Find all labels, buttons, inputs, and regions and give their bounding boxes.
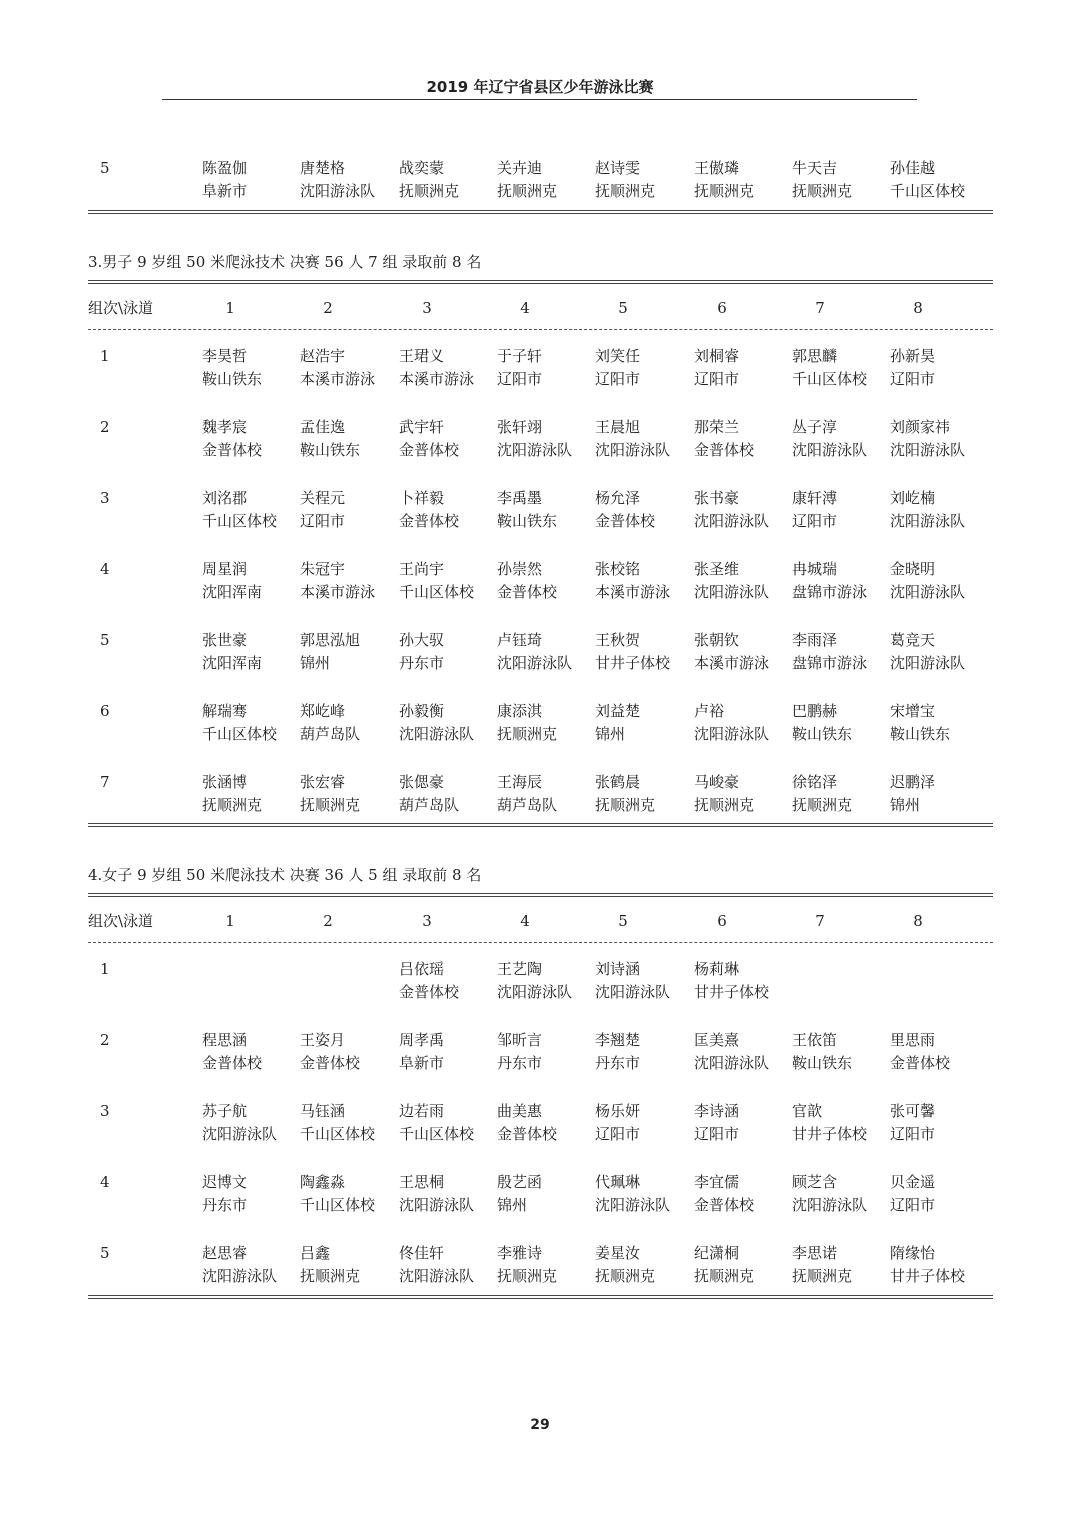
lane-number: 6 (717, 912, 727, 930)
swimmer-team: 鞍山铁东 (497, 512, 558, 530)
swimmer-team: 金普体校 (399, 512, 460, 530)
swimmer-team: 抚顺洲克 (694, 1267, 755, 1285)
swimmer-team: 丹东市 (595, 1054, 641, 1072)
swimmer-team: 辽阳市 (595, 370, 641, 388)
swimmer-team: 葫芦岛队 (300, 725, 361, 743)
swimmer-team: 沈阳浑南 (202, 654, 263, 672)
swimmer-name: 刘笑任 (595, 347, 641, 365)
swimmer-team: 沈阳游泳队 (890, 654, 966, 672)
swimmer-name: 张校铭 (595, 560, 641, 578)
swimmer-team: 沈阳游泳队 (202, 1267, 278, 1285)
swimmer-name: 关程元 (300, 489, 346, 507)
swimmer-team: 甘井子体校 (694, 983, 770, 1001)
swimmer-team: 沈阳游泳队 (694, 725, 770, 743)
swimmer-team: 抚顺洲克 (694, 796, 755, 814)
swimmer-team: 金普体校 (595, 512, 656, 530)
swimmer-team: 金普体校 (890, 1054, 951, 1072)
lane-number: 5 (618, 299, 628, 317)
swimmer-team: 沈阳浑南 (202, 583, 263, 601)
group-number: 7 (100, 773, 110, 791)
swimmer-name: 孙新昊 (890, 347, 936, 365)
swimmer-name: 王秋贺 (595, 631, 641, 649)
swimmer-name: 吕鑫 (300, 1244, 331, 1262)
lane-number: 5 (618, 912, 628, 930)
swimmer-team: 本溪市游泳 (595, 583, 671, 601)
group-number: 6 (100, 702, 110, 720)
swimmer-name: 金晓明 (890, 560, 936, 578)
swimmer-name: 邹昕言 (497, 1031, 543, 1049)
event-header-bottom-rule (88, 329, 993, 330)
swimmer-team: 沈阳游泳队 (202, 1125, 278, 1143)
section-divider (88, 210, 993, 214)
swimmer-team: 辽阳市 (890, 370, 936, 388)
swimmer-team: 辽阳市 (300, 512, 346, 530)
swimmer-name: 张朝钦 (694, 631, 740, 649)
swimmer-name: 李诗涵 (694, 1102, 740, 1120)
swimmer-name: 孙崇然 (497, 560, 543, 578)
swimmer-name: 孙佳越 (890, 159, 936, 177)
swimmer-team: 鞍山铁东 (792, 725, 853, 743)
swimmer-name: 卢裕 (694, 702, 725, 720)
swimmer-name: 朱冠宇 (300, 560, 346, 578)
swimmer-team: 本溪市游泳 (694, 654, 770, 672)
swimmer-name: 周孝禹 (399, 1031, 445, 1049)
swimmer-name: 康添淇 (497, 702, 543, 720)
group-number: 5 (100, 1244, 110, 1262)
swimmer-team: 沈阳游泳队 (595, 441, 671, 459)
swimmer-name: 解瑞骞 (202, 702, 248, 720)
swimmer-team: 锦州 (300, 654, 331, 672)
lane-number: 1 (225, 299, 235, 317)
swimmer-team: 沈阳游泳队 (497, 654, 573, 672)
swimmer-name: 苏子航 (202, 1102, 248, 1120)
event-title: 4.女子 9 岁组 50 米爬泳技术 决赛 36 人 5 组 录取前 8 名 (88, 866, 482, 884)
swimmer-name: 张书豪 (694, 489, 740, 507)
group-number: 1 (100, 347, 110, 365)
swimmer-team: 沈阳游泳队 (890, 512, 966, 530)
swimmer-name: 张轩翊 (497, 418, 543, 436)
swimmer-name: 陶鑫淼 (300, 1173, 346, 1191)
swimmer-name: 殷艺函 (497, 1173, 543, 1191)
swimmer-team: 抚顺洲克 (497, 725, 558, 743)
swimmer-name: 赵浩宇 (300, 347, 346, 365)
swimmer-team: 沈阳游泳队 (399, 1196, 475, 1214)
swimmer-name: 李雅诗 (497, 1244, 543, 1262)
swimmer-team: 本溪市游泳 (300, 583, 376, 601)
swimmer-name: 张鹤晨 (595, 773, 641, 791)
swimmer-team: 千山区体校 (399, 583, 475, 601)
swimmer-name: 隋缘怡 (890, 1244, 936, 1262)
swimmer-name: 唐楚格 (300, 159, 346, 177)
swimmer-name: 卜祥毅 (399, 489, 445, 507)
swimmer-team: 鞍山铁东 (300, 441, 361, 459)
swimmer-name: 吕依瑶 (399, 960, 445, 978)
swimmer-name: 曲美惠 (497, 1102, 543, 1120)
event-end-rule (88, 1295, 993, 1299)
swimmer-team: 金普体校 (694, 1196, 755, 1214)
swimmer-name: 张圣维 (694, 560, 740, 578)
swimmer-team: 鞍山铁东 (792, 1054, 853, 1072)
swimmer-team: 抚顺洲克 (300, 796, 361, 814)
swimmer-team: 抚顺洲克 (595, 182, 656, 200)
lane-number: 3 (422, 299, 432, 317)
swimmer-name: 张可馨 (890, 1102, 936, 1120)
swimmer-name: 贝金遥 (890, 1173, 936, 1191)
swimmer-team: 抚顺洲克 (399, 182, 460, 200)
swimmer-name: 孙大驭 (399, 631, 445, 649)
page-title: 2019 年辽宁省县区少年游泳比赛 (426, 78, 654, 96)
swimmer-name: 刘诗涵 (595, 960, 641, 978)
swimmer-team: 锦州 (497, 1196, 528, 1214)
swimmer-team: 辽阳市 (694, 370, 740, 388)
swimmer-name: 赵诗雯 (595, 159, 641, 177)
swimmer-team: 沈阳游泳队 (890, 583, 966, 601)
swimmer-name: 丛子淳 (792, 418, 838, 436)
group-number: 4 (100, 560, 110, 578)
swimmer-team: 沈阳游泳队 (497, 441, 573, 459)
swimmer-team: 阜新市 (202, 182, 248, 200)
swimmer-team: 抚顺洲克 (202, 796, 263, 814)
lane-number: 8 (913, 912, 923, 930)
swimmer-name: 张偲豪 (399, 773, 445, 791)
swimmer-name: 匡美熹 (694, 1031, 740, 1049)
swimmer-name: 顾芝含 (792, 1173, 838, 1191)
swimmer-team: 金普体校 (399, 983, 460, 1001)
swimmer-name: 王尚宇 (399, 560, 445, 578)
swimmer-team: 葫芦岛队 (399, 796, 460, 814)
swimmer-team: 辽阳市 (890, 1125, 936, 1143)
group-number: 1 (100, 960, 110, 978)
swimmer-name: 刘屹楠 (890, 489, 936, 507)
swimmer-team: 沈阳游泳队 (399, 725, 475, 743)
swimmer-name: 孟佳逸 (300, 418, 346, 436)
swimmer-team: 锦州 (595, 725, 626, 743)
swimmer-team: 金普体校 (497, 583, 558, 601)
swimmer-name: 王傲璘 (694, 159, 740, 177)
lane-number: 8 (913, 299, 923, 317)
swimmer-team: 抚顺洲克 (792, 182, 853, 200)
swimmer-team: 丹东市 (202, 1196, 248, 1214)
lane-number: 6 (717, 299, 727, 317)
group-number: 4 (100, 1173, 110, 1191)
swimmer-team: 盘锦市游泳 (792, 654, 868, 672)
swimmer-team: 沈阳游泳队 (300, 182, 376, 200)
group-number: 3 (100, 1102, 110, 1120)
swimmer-team: 锦州 (890, 796, 921, 814)
swimmer-team: 辽阳市 (792, 512, 838, 530)
swimmer-name: 卢钰琦 (497, 631, 543, 649)
swimmer-name: 冉城瑞 (792, 560, 838, 578)
swimmer-team: 千山区体校 (202, 725, 278, 743)
swimmer-team: 抚顺洲克 (595, 796, 656, 814)
swimmer-team: 辽阳市 (890, 1196, 936, 1214)
swimmer-team: 丹东市 (399, 654, 445, 672)
swimmer-team: 甘井子体校 (890, 1267, 966, 1285)
swimmer-name: 牛天吉 (792, 159, 838, 177)
swimmer-name: 魏孝宸 (202, 418, 248, 436)
swimmer-team: 辽阳市 (694, 1125, 740, 1143)
swimmer-name: 马峻豪 (694, 773, 740, 791)
swimmer-team: 盘锦市游泳 (792, 583, 868, 601)
swimmer-name: 武宇轩 (399, 418, 445, 436)
title-underline (162, 99, 917, 100)
swimmer-name: 纪潇桐 (694, 1244, 740, 1262)
lane-number: 2 (323, 299, 333, 317)
swimmer-team: 沈阳游泳队 (694, 583, 770, 601)
swimmer-name: 佟佳轩 (399, 1244, 445, 1262)
swimmer-team: 沈阳游泳队 (694, 512, 770, 530)
swimmer-name: 孙毅衡 (399, 702, 445, 720)
swimmer-team: 千山区体校 (399, 1125, 475, 1143)
swimmer-name: 康轩溥 (792, 489, 838, 507)
swimmer-name: 关卉迪 (497, 159, 543, 177)
swimmer-team: 沈阳游泳队 (399, 1267, 475, 1285)
swimmer-team: 金普体校 (202, 1054, 263, 1072)
page-number: 29 (530, 1417, 550, 1433)
swimmer-team: 抚顺洲克 (300, 1267, 361, 1285)
swimmer-team: 沈阳游泳队 (694, 1054, 770, 1072)
swimmer-name: 周星润 (202, 560, 248, 578)
swimmer-name: 官歆 (792, 1102, 823, 1120)
swimmer-name: 刘桐睿 (694, 347, 740, 365)
swimmer-team: 本溪市游泳 (300, 370, 376, 388)
swimmer-name: 于子轩 (497, 347, 543, 365)
swimmer-team: 沈阳游泳队 (497, 983, 573, 1001)
swimmer-team: 辽阳市 (595, 1125, 641, 1143)
swimmer-team: 金普体校 (399, 441, 460, 459)
lane-number: 4 (520, 912, 530, 930)
swimmer-name: 迟博文 (202, 1173, 248, 1191)
swimmer-team: 金普体校 (694, 441, 755, 459)
swimmer-name: 李翘楚 (595, 1031, 641, 1049)
swimmer-team: 抚顺洲克 (497, 182, 558, 200)
swimmer-name: 郑屹峰 (300, 702, 346, 720)
swimmer-name: 那荣兰 (694, 418, 740, 436)
swimmer-team: 金普体校 (202, 441, 263, 459)
event-header-bottom-rule (88, 942, 993, 943)
swimmer-name: 王依笛 (792, 1031, 838, 1049)
swimmer-team: 阜新市 (399, 1054, 445, 1072)
swimmer-team: 千山区体校 (300, 1125, 376, 1143)
swimmer-name: 边若雨 (399, 1102, 445, 1120)
event-title: 3.男子 9 岁组 50 米爬泳技术 决赛 56 人 7 组 录取前 8 名 (88, 253, 482, 271)
swimmer-name: 姜星汝 (595, 1244, 641, 1262)
swimmer-name: 代珮琳 (595, 1173, 641, 1191)
swimmer-team: 抚顺洲克 (595, 1267, 656, 1285)
swimmer-name: 刘颜家祎 (890, 418, 951, 436)
swimmer-name: 马钰涵 (300, 1102, 346, 1120)
swimmer-name: 刘益楚 (595, 702, 641, 720)
lane-number: 7 (815, 299, 825, 317)
swimmer-team: 抚顺洲克 (792, 796, 853, 814)
swimmer-team: 葫芦岛队 (497, 796, 558, 814)
header-label: 组次\泳道 (88, 912, 154, 930)
swimmer-team: 抚顺洲克 (792, 1267, 853, 1285)
group-number: 5 (100, 631, 110, 649)
swimmer-team: 千山区体校 (890, 182, 966, 200)
lane-number: 7 (815, 912, 825, 930)
swimmer-name: 李宜儒 (694, 1173, 740, 1191)
lane-number: 3 (422, 912, 432, 930)
swimmer-name: 里思雨 (890, 1031, 936, 1049)
event-header-top-rule (88, 280, 993, 284)
swimmer-team: 甘井子体校 (595, 654, 671, 672)
swimmer-name: 赵思睿 (202, 1244, 248, 1262)
swimmer-team: 鞍山铁东 (202, 370, 263, 388)
lane-number: 2 (323, 912, 333, 930)
group-number: 2 (100, 418, 110, 436)
swimmer-team: 金普体校 (300, 1054, 361, 1072)
event-header-top-rule (88, 893, 993, 897)
swimmer-name: 徐铭泽 (792, 773, 838, 791)
swimmer-name: 刘洺郡 (202, 489, 248, 507)
swimmer-name: 杨莉琳 (694, 960, 740, 978)
swimmer-name: 王海辰 (497, 773, 543, 791)
header-label: 组次\泳道 (88, 299, 154, 317)
swimmer-name: 王晨旭 (595, 418, 641, 436)
group-number: 2 (100, 1031, 110, 1049)
group-number: 3 (100, 489, 110, 507)
swimmer-name: 杨乐妍 (595, 1102, 641, 1120)
swimmer-name: 李禹墨 (497, 489, 543, 507)
swimmer-name: 李雨泽 (792, 631, 838, 649)
swimmer-name: 杨允泽 (595, 489, 641, 507)
swimmer-team: 沈阳游泳队 (792, 441, 868, 459)
swimmer-team: 沈阳游泳队 (595, 1196, 671, 1214)
lane-number: 4 (520, 299, 530, 317)
group-number: 5 (100, 159, 110, 177)
swimmer-name: 王思桐 (399, 1173, 445, 1191)
swimmer-name: 张涵博 (202, 773, 248, 791)
swimmer-name: 战奕蒙 (399, 159, 445, 177)
swimmer-name: 王艺陶 (497, 960, 543, 978)
swimmer-name: 王姿月 (300, 1031, 346, 1049)
swimmer-team: 鞍山铁东 (890, 725, 951, 743)
swimmer-name: 葛竞天 (890, 631, 936, 649)
swimmer-name: 陈盈伽 (202, 159, 248, 177)
swimmer-team: 丹东市 (497, 1054, 543, 1072)
swimmer-name: 程思涵 (202, 1031, 248, 1049)
swimmer-team: 千山区体校 (202, 512, 278, 530)
swimmer-name: 宋增宝 (890, 702, 936, 720)
swimmer-team: 金普体校 (497, 1125, 558, 1143)
swimmer-name: 张宏睿 (300, 773, 346, 791)
swimmer-team: 抚顺洲克 (497, 1267, 558, 1285)
lane-number: 1 (225, 912, 235, 930)
swimmer-team: 本溪市游泳 (399, 370, 475, 388)
event-end-rule (88, 823, 993, 827)
swimmer-name: 张世豪 (202, 631, 248, 649)
swimmer-name: 李昊哲 (202, 347, 248, 365)
swimmer-team: 沈阳游泳队 (595, 983, 671, 1001)
swimmer-team: 抚顺洲克 (694, 182, 755, 200)
swimmer-name: 李思诺 (792, 1244, 838, 1262)
swimmer-name: 郭思泓旭 (300, 631, 361, 649)
swimmer-team: 沈阳游泳队 (792, 1196, 868, 1214)
swimmer-team: 千山区体校 (300, 1196, 376, 1214)
swimmer-team: 辽阳市 (497, 370, 543, 388)
swimmer-team: 千山区体校 (792, 370, 868, 388)
swimmer-name: 迟鹏泽 (890, 773, 936, 791)
swimmer-team: 甘井子体校 (792, 1125, 868, 1143)
swimmer-name: 郭思麟 (792, 347, 838, 365)
swimmer-team: 沈阳游泳队 (890, 441, 966, 459)
swimmer-name: 王珺义 (399, 347, 445, 365)
swimmer-name: 巴鹏赫 (792, 702, 838, 720)
